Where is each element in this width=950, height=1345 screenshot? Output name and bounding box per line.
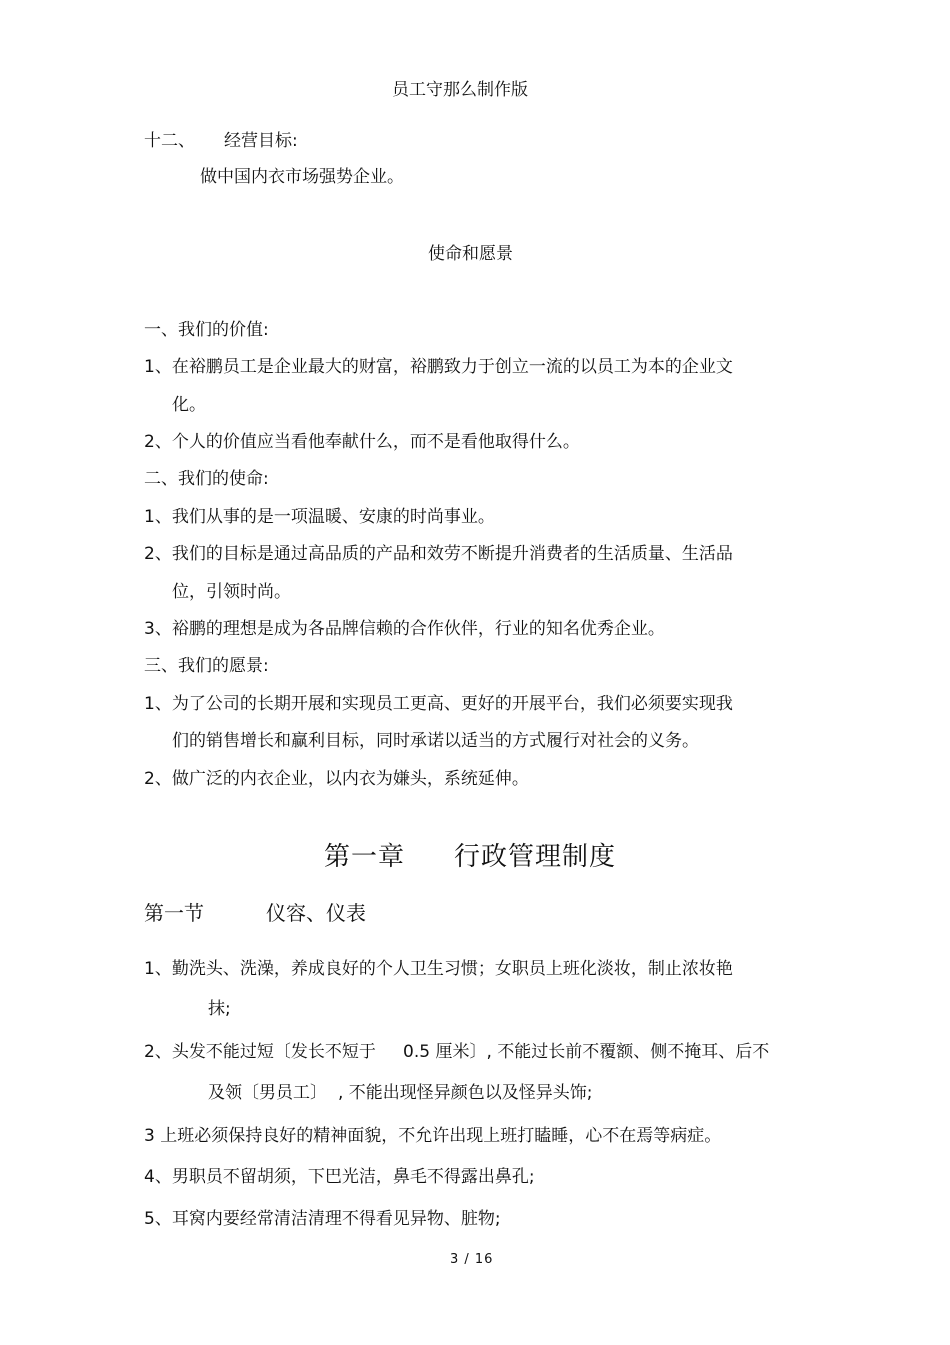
values-item-1: 1、在裕鹏员工是企业最大的财富，裕鹏致力于创立一流的以员工为本的企业文 bbox=[144, 357, 733, 377]
vision-item-2: 2、做广泛的内衣企业，以内衣为嫌头，系统延伸。 bbox=[144, 769, 529, 789]
page-number: 3 / 16 bbox=[450, 1252, 494, 1267]
vision-item-1-cont: 们的销售增长和赢利目标，同时承诺以适当的方式履行对社会的义务。 bbox=[172, 731, 699, 751]
mission-item-3: 3、裕鹏的理想是成为各品牌信赖的合作伙伴，行业的知名优秀企业。 bbox=[144, 619, 665, 639]
section-title: 仪容、仪表 bbox=[266, 901, 366, 925]
goal-content: 做中国内衣市场强势企业。 bbox=[200, 167, 404, 187]
chapter-number: 第一章 bbox=[324, 842, 406, 872]
mission-item-2-cont: 位，引领时尚。 bbox=[172, 582, 291, 602]
mission-item-2: 2、我们的目标是通过高品质的产品和效劳不断提升消费者的生活质量、生活品 bbox=[144, 544, 733, 564]
section-number: 第一节 bbox=[144, 901, 204, 925]
rule-item-5: 5、耳窝内要经常清洁清理不得看见异物、脏物; bbox=[144, 1209, 501, 1229]
rule-item-2-cont-part-1: 及领〔男员工〕 bbox=[208, 1083, 327, 1103]
mission-heading: 二、我们的使命: bbox=[144, 469, 269, 489]
vision-item-1: 1、为了公司的长期开展和实现员工更高、更好的开展平台，我们必须要实现我 bbox=[144, 694, 733, 714]
mission-vision-title: 使命和愿景 bbox=[428, 244, 513, 264]
vision-heading: 三、我们的愿景: bbox=[144, 656, 269, 676]
page-header-title: 员工守那么制作版 bbox=[392, 80, 528, 100]
rule-item-1: 1、勤洗头、洗澡，养成良好的个人卫生习惯；女职员上班化淡妆，制止浓妆艳 bbox=[144, 959, 733, 979]
mission-item-1: 1、我们从事的是一项温暖、安康的时尚事业。 bbox=[144, 507, 495, 527]
rule-item-3: 3 上班必须保持良好的精神面貌，不允许出现上班打瞌睡，心不在焉等病症。 bbox=[144, 1126, 722, 1146]
rule-item-2-part-1: 2、头发不能过短〔发长不短于 bbox=[144, 1042, 376, 1062]
goal-label: 经营目标: bbox=[224, 131, 298, 151]
values-item-2: 2、个人的价值应当看他奉献什么，而不是看他取得什么。 bbox=[144, 432, 580, 452]
rule-item-4: 4、男职员不留胡须，下巴光洁，鼻毛不得露出鼻孔; bbox=[144, 1167, 535, 1187]
rule-item-2-part-2: 0.5 厘米〕, 不能过长前不覆额、侧不掩耳、后不 bbox=[403, 1042, 770, 1062]
chapter-title: 行政管理制度 bbox=[454, 842, 617, 872]
values-item-1-cont: 化。 bbox=[172, 395, 206, 415]
values-heading: 一、我们的价值: bbox=[144, 320, 269, 340]
rule-item-2-cont-part-2: , 不能出现怪异颜色以及怪异头饰; bbox=[338, 1083, 593, 1103]
goal-label-number: 十二、 bbox=[144, 131, 195, 151]
rule-item-1-cont: 抹; bbox=[208, 999, 231, 1019]
